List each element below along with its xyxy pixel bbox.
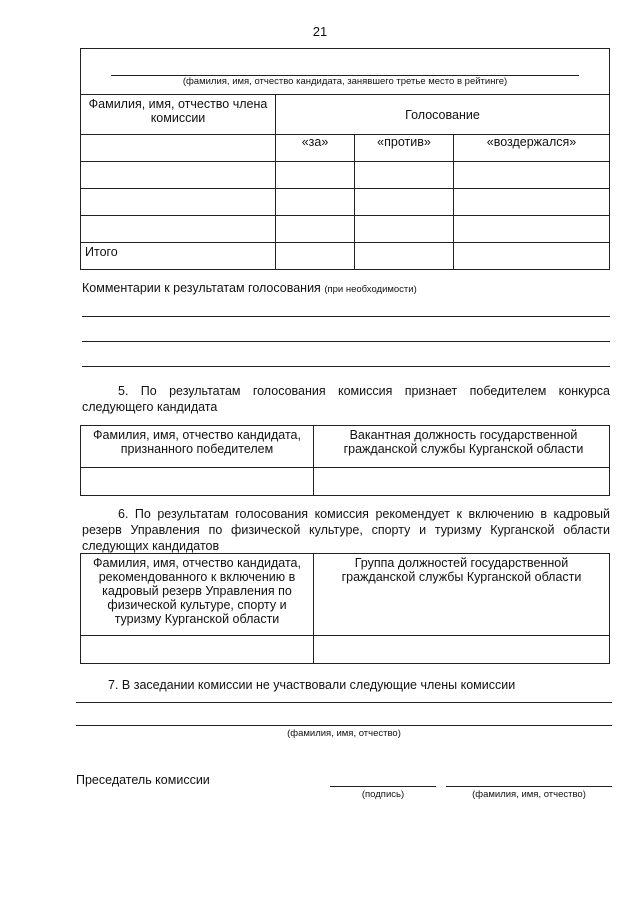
total-label: Итого	[81, 243, 276, 270]
member-header: Фамилия, имя, отчество члена комиссии	[81, 95, 276, 135]
winner-table	[80, 425, 610, 496]
voting-header: Голосование	[276, 95, 610, 135]
position-group-header: Группа должностей государственной гражданской службы Курганской области	[314, 554, 610, 636]
vote-for-header: «за»	[276, 135, 355, 162]
comments-note: (при необходимости)	[324, 284, 417, 295]
absent-line	[76, 725, 612, 726]
third-place-caption: (фамилия, имя, отчество кандидата, занявшего третье место в рейтинге)	[182, 76, 508, 87]
reserve-table	[80, 553, 610, 664]
section6-text: 6. По результатам голосования комиссия рекомендует к включению в кадровый резерв Управления по физической культуре, спорту и туризму Курганской области следующих кандидатов	[82, 507, 610, 553]
table-row	[81, 189, 610, 216]
table-row	[81, 162, 610, 189]
table-cell	[454, 162, 610, 189]
reserve-name-header: Фамилия, имя, отчество кандидата, рекомендованного к включению в кадровый резерв Управления по физической культуре, спорту и туризму Курганской области	[81, 554, 314, 636]
comment-line	[82, 316, 610, 317]
table-row	[81, 636, 610, 664]
table-cell	[81, 636, 314, 664]
table-cell	[454, 189, 610, 216]
table-cell	[81, 468, 314, 496]
total-row	[81, 243, 610, 270]
table-cell	[276, 162, 355, 189]
table-cell	[355, 216, 454, 243]
table-cell	[81, 135, 276, 162]
table-cell	[81, 189, 276, 216]
section5-text: 5. По результатам голосования комиссия признает победителем конкурса следующего кандидата	[82, 384, 610, 414]
vacancy-header: Вакантная должность государственной гражданской службы Курганской области	[314, 426, 610, 468]
comments-label: Комментарии к результатам голосования	[82, 281, 321, 295]
table-cell	[454, 216, 610, 243]
table-cell	[355, 189, 454, 216]
table-cell	[355, 162, 454, 189]
table-cell	[276, 243, 355, 270]
table-cell	[276, 189, 355, 216]
comment-line	[82, 341, 610, 342]
voting-table	[80, 48, 610, 270]
comment-line	[82, 366, 610, 367]
table-cell	[81, 216, 276, 243]
table-row	[81, 216, 610, 243]
signature-caption: (подпись)	[361, 789, 405, 800]
table-cell	[454, 243, 610, 270]
signature-line	[330, 786, 436, 787]
table-cell	[355, 243, 454, 270]
vote-against-header: «против»	[355, 135, 454, 162]
absent-line	[76, 702, 612, 703]
third-place-row	[81, 49, 610, 95]
winner-name-header: Фамилия, имя, отчество кандидата, признанного победителем	[81, 426, 314, 468]
table-cell	[81, 162, 276, 189]
chair-name-caption: (фамилия, имя, отчество)	[472, 789, 586, 800]
comments-heading	[82, 281, 417, 295]
table-row	[81, 468, 610, 496]
table-cell	[314, 468, 610, 496]
absent-caption: (фамилия, имя, отчество)	[287, 728, 401, 739]
vote-abstain-header: «воздержался»	[454, 135, 610, 162]
table-cell	[314, 636, 610, 664]
page-number: 21	[312, 24, 328, 39]
table-cell	[276, 216, 355, 243]
section7-text: 7. В заседании комиссии не участвовали следующие члены комиссии	[108, 678, 516, 692]
chair-name-line	[446, 786, 612, 787]
chair-label: Преседатель комиссии	[76, 773, 210, 787]
